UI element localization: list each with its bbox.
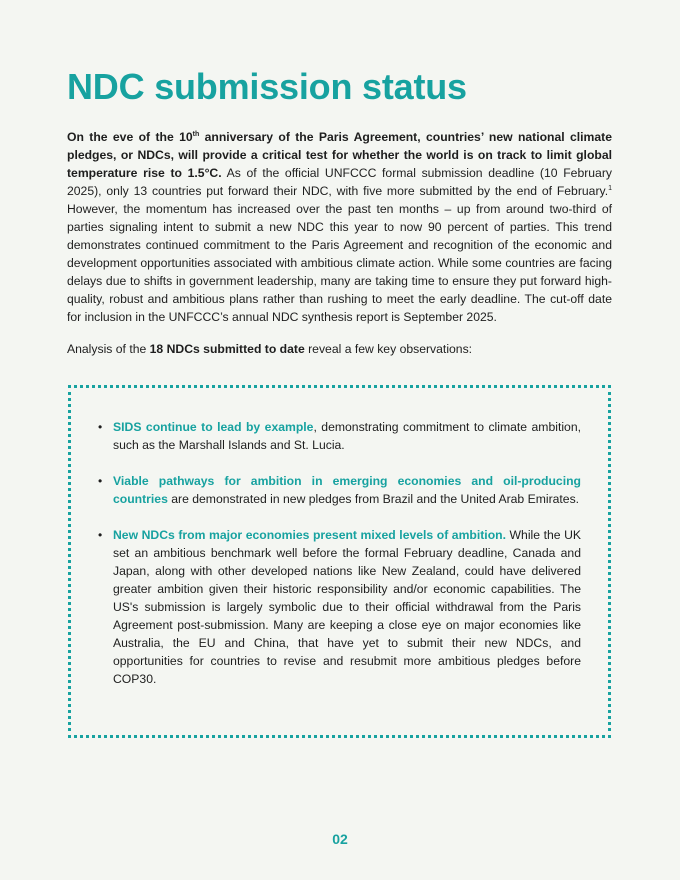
key-observations-box: [68, 385, 611, 738]
intro-bold-part1: On the eve of the 10: [67, 130, 193, 144]
observation-item: [98, 418, 581, 454]
bullet-icon: •: [98, 474, 103, 488]
observation-highlight: Viable pathways for ambition in emerging economies and oil-producing countries: [113, 474, 581, 506]
observation-item: [98, 526, 581, 688]
intro-paragraph: [67, 128, 612, 326]
intro-text1: As of the official UNFCCC formal submission deadline (10 February 2025), only 13 countries put forward their NDC, with five more submitted by the end of February.: [67, 166, 612, 198]
analysis-after: reveal a few key observations:: [304, 342, 473, 356]
intro-text2: However, the momentum has increased over the past ten months – up from around two-third of parties signaling intent to submit a new NDC this year to now 90 percent of parties. This trend demonstrates continued commitment to the Paris Agreement and recognition of the economic and development opportunities associated with ambitious climate action. While some countries are facing delays due to shifts in government leadership, many are taking time to ensure they put forward high-quality, robust and ambitious plans rather than rushing to meet the early deadline. The cut-off date for inclusion in the UNFCCC’s annual NDC synthesis report is September 2025.: [67, 202, 612, 324]
observation-text: While the UK set an ambitious benchmark well before the formal February deadline, Canada and Japan, along with other developed nations like New Zealand, could have delivered greater ambition given their historic responsibility and/or economic capabilities. The US's submission is largely symbolic due to their official withdrawal from the Paris Agreement post-submission. Many are keeping a close eye on major economies like Australia, the EU and China, that have yet to submit their new NDCs, and opportunities for countries to revise and resubmit more ambitious pledges before COP30.: [113, 528, 581, 686]
observation-text: , demonstrating commitment to climate ambition, such as the Marshall Islands and St. Lucia.: [113, 420, 581, 452]
observations-list: [98, 418, 581, 706]
observation-item: [98, 472, 581, 508]
bullet-icon: •: [98, 528, 103, 542]
bullet-icon: •: [98, 420, 103, 434]
analysis-bold: 18 NDCs submitted to date: [149, 342, 305, 356]
observation-highlight: SIDS continue to lead by example: [113, 420, 314, 434]
analysis-before: Analysis of the: [67, 342, 150, 356]
intro-bold-part2: anniversary of the Paris Agreement, countries’ new national climate pledges, or NDCs, will provide a critical test for whether the world is on track to limit global temperature rise to 1.5°C.: [67, 130, 613, 180]
observation-text: are demonstrated in new pledges from Brazil and the United Arab Emirates.: [167, 492, 580, 506]
page-number: 02: [332, 831, 348, 847]
intro-ordinal-suffix: th: [192, 130, 200, 138]
footnote-marker[interactable]: 1: [608, 184, 612, 192]
page-title: NDC submission status: [67, 66, 467, 107]
observation-highlight: New NDCs from major economies present mixed levels of ambition.: [113, 528, 506, 542]
analysis-line: [67, 340, 612, 358]
